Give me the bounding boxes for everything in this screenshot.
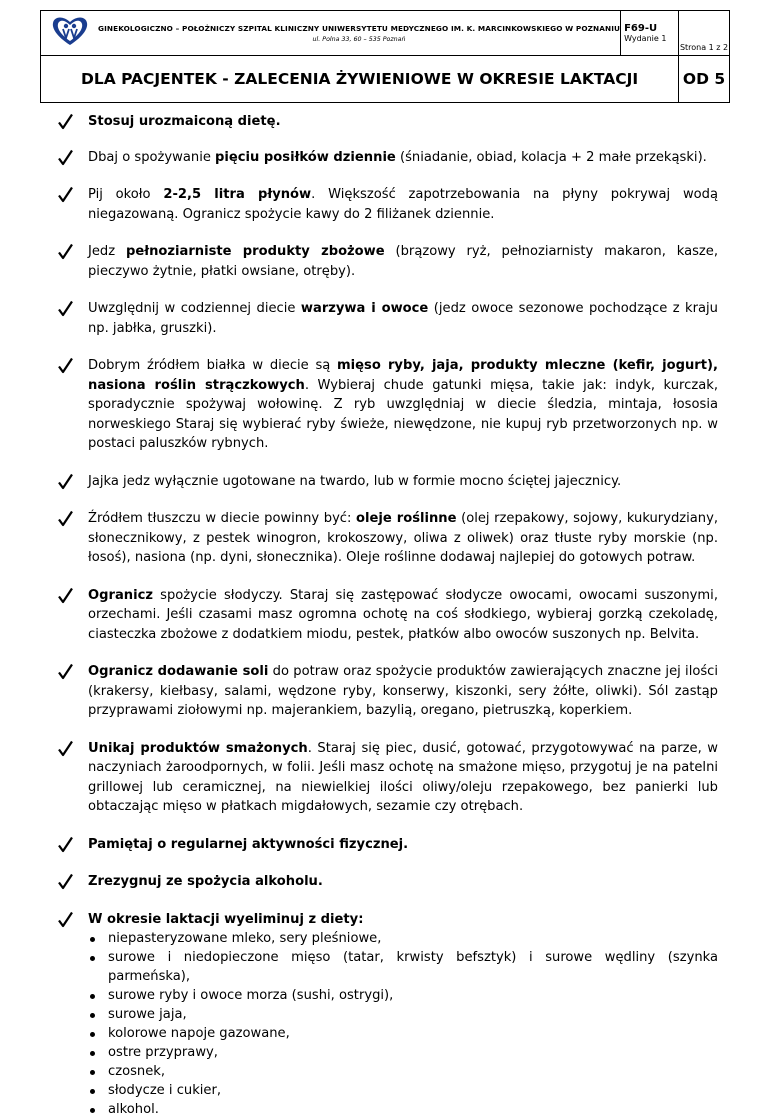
recommendation-item xyxy=(58,472,718,492)
recommendation-text xyxy=(88,835,718,855)
page-number: Strona 1 z 2 xyxy=(679,11,730,56)
recommendation-text xyxy=(88,739,718,817)
recommendation-text xyxy=(88,472,718,492)
emphasis-text: warzywa i owoce xyxy=(301,301,428,316)
institution-address: ul. Polna 33, 60 – 535 Poznań xyxy=(98,36,620,43)
emphasis-text: Pamiętaj o regularnej aktywności fizycznej. xyxy=(88,837,408,852)
recommendation-item xyxy=(58,242,718,281)
body-text: (śniadanie, obiad, kolacja + 2 małe przekąski). xyxy=(396,150,707,165)
emphasis-text: W okresie laktacji wyeliminuj z diety: xyxy=(88,912,363,927)
body-text: . Większość zapotrzebowania na płyny pokrywaj wodą niegazowaną. Ogranicz spożycie kawy do 2 filiżanek dziennie. xyxy=(88,187,718,222)
checkmark-icon xyxy=(58,587,74,605)
emphasis-text: oleje roślinne xyxy=(356,511,456,526)
recommendation-text xyxy=(88,356,718,454)
recommendation-text xyxy=(88,299,718,338)
recommendation-item xyxy=(58,112,718,132)
body-text: Uwzględnij w codziennej diecie xyxy=(88,301,301,316)
emphasis-text: Stosuj urozmaiconą dietę. xyxy=(88,114,281,129)
eliminate-item: surowe ryby i owoce morza (sushi, ostrygi), xyxy=(88,986,718,1005)
emphasis-text: mięso ryby, jaja, produkty mleczne (kefir, jogurt), nasiona roślin strączkowych xyxy=(88,358,718,393)
eliminate-list xyxy=(88,929,718,1119)
emphasis-text: pięciu posiłków dziennie xyxy=(215,150,396,165)
checkmark-icon xyxy=(58,357,74,375)
recommendation-text xyxy=(88,910,718,930)
institution-name: GINEKOLOGICZNO – POŁOŻNICZY SZPITAL KLINICZNY UNIWERSYTETU MEDYCZNEGO IM. K. MARCINKOWSKIEGO W POZNANIU xyxy=(98,24,620,33)
emphasis-text: Zrezygnuj ze spożycia alkoholu. xyxy=(88,874,323,889)
recommendation-item xyxy=(58,586,718,645)
eliminate-item: słodycze i cukier, xyxy=(88,1081,718,1100)
recommendation-item xyxy=(58,299,718,338)
recommendation-item xyxy=(58,662,718,721)
recommendation-text xyxy=(88,185,718,224)
checkmark-icon xyxy=(58,911,74,929)
document-header xyxy=(40,10,730,103)
checkmark-icon xyxy=(58,149,74,167)
document-title: DLA PACJENTEK - ZALECENIA ŻYWIENIOWE W OKRESIE LAKTACJI xyxy=(41,56,679,103)
recommendation-item xyxy=(58,356,718,454)
body-text: spożycie słodyczy. Staraj się zastępować słodycze owocami, owocami suszonymi, orzechami. Jeśli czasami masz ogromna ochotę na coś słodkiego, wybieraj gorzką czekoladę, ciasteczka zbożowe z dodatkiem miodu, pestek, płatków albo owoców suszonych np. Belvita. xyxy=(88,588,718,642)
eliminate-item: alkohol. xyxy=(88,1100,718,1119)
recommendations-list xyxy=(58,104,718,1119)
form-code: F69-U xyxy=(624,23,678,34)
body-text: (jedz owoce sezonowe pochodzące z kraju np. jabłka, gruszki). xyxy=(88,301,718,336)
recommendation-text xyxy=(88,509,718,568)
checkmark-icon xyxy=(58,836,74,854)
hospital-logo xyxy=(50,14,90,48)
checkmark-icon xyxy=(58,873,74,891)
checkmark-icon xyxy=(58,186,74,204)
checkmark-icon xyxy=(58,113,74,131)
checkmark-icon xyxy=(58,300,74,318)
body-text: Dbaj o spożywanie xyxy=(88,150,215,165)
eliminate-item: ostre przyprawy, xyxy=(88,1043,718,1062)
checkmark-icon xyxy=(58,740,74,758)
body-text: Dobrym źródłem białka w diecie są xyxy=(88,358,337,373)
body-text: Jedz xyxy=(88,244,126,259)
recommendation-item xyxy=(58,509,718,568)
edition-label: Wydanie 1 xyxy=(624,34,678,43)
body-text: (brązowy ryż, pełnoziarnisty makaron, kasze, pieczywo żytnie, płatki owsiane, otręby). xyxy=(88,244,718,279)
emphasis-text: Ogranicz xyxy=(88,588,153,603)
checkmark-icon xyxy=(58,473,74,491)
recommendation-item xyxy=(58,148,718,168)
checkmark-icon xyxy=(58,663,74,681)
body-text: Źródłem tłuszczu w diecie powinny być: xyxy=(88,511,356,526)
body-text: . Staraj się piec, dusić, gotować, przygotowywać na parze, w naczyniach żaroodpornych, w folii. Jeśli masz ochotę na smażone mięso, przygotuj je na patelni grillowej lub ceramicznej, na niewielkiej ilości oliwy/oleju rzepakowego, bez panierki lub obtaczając mięso w płatkach migdałowych, sezamie czy otrębach. xyxy=(88,741,718,815)
emphasis-text: Unikaj produktów smażonych xyxy=(88,741,308,756)
recommendation-text xyxy=(88,112,718,132)
emphasis-text: Ogranicz dodawanie soli xyxy=(88,664,268,679)
document-code: OD 5 xyxy=(679,56,730,103)
recommendation-text xyxy=(88,662,718,721)
recommendation-text xyxy=(88,148,718,168)
form-code-cell xyxy=(621,11,679,56)
emphasis-text: 2-2,5 litra płynów xyxy=(163,187,311,202)
checkmark-icon xyxy=(58,510,74,528)
recommendation-item xyxy=(58,835,718,855)
body-text: Jajka jedz wyłącznie ugotowane na twardo, lub w formie mocno ściętej jajecznicy. xyxy=(88,474,621,489)
body-text: do potraw oraz spożycie produktów zawierających znaczne jej ilości (krakersy, kiełbasy, salami, wędzone ryby, konserwy, kiszonki, sery żółte, oliwki). Sól zastąp przyprawami ziołowymi np. majerankiem, bazylią, oregano, pietruszką, koperkiem. xyxy=(88,664,718,718)
eliminate-item: surowe i niedopieczone mięso (tatar, krwisty befsztyk) i surowe wędliny (szynka parmeńska), xyxy=(88,948,718,986)
eliminate-item: surowe jaja, xyxy=(88,1005,718,1024)
eliminate-item: niepasteryzowane mleko, sery pleśniowe, xyxy=(88,929,718,948)
body-text: (olej rzepakowy, sojowy, kukurydziany, słonecznikowy, z pestek winogron, krokoszowy, oliwa z oliwek) oraz tłuste ryby morskie (np. łosoś), nasiona (np. dyni, słonecznika). Oleje roślinne dodawaj najlepiej do gotowych potraw. xyxy=(88,511,718,565)
eliminate-item: kolorowe napoje gazowane, xyxy=(88,1024,718,1043)
recommendation-item xyxy=(58,185,718,224)
institution-cell xyxy=(98,11,621,56)
recommendation-text xyxy=(88,242,718,281)
body-text: . Wybieraj chude gatunki mięsa, takie jak: indyk, kurczak, sporadycznie spożywaj wołowinę. Z ryb uwzględniaj w diecie śledzia, mintaja, łososia norweskiego Staraj się wybierać ryby świeże, niewędzone, nie kupuj ryb przetworzonych np. w postaci paluszków rybnych. xyxy=(88,378,718,452)
body-text: Pij około xyxy=(88,187,163,202)
emphasis-text: pełnoziarniste produkty zbożowe xyxy=(126,244,385,259)
checkmark-icon xyxy=(58,243,74,261)
hospital-logo-cell xyxy=(41,11,99,56)
recommendation-item xyxy=(58,739,718,817)
recommendation-item xyxy=(58,872,718,892)
recommendation-text xyxy=(88,872,718,892)
eliminate-item: czosnek, xyxy=(88,1062,718,1081)
recommendation-text xyxy=(88,586,718,645)
recommendation-item xyxy=(58,910,718,1119)
